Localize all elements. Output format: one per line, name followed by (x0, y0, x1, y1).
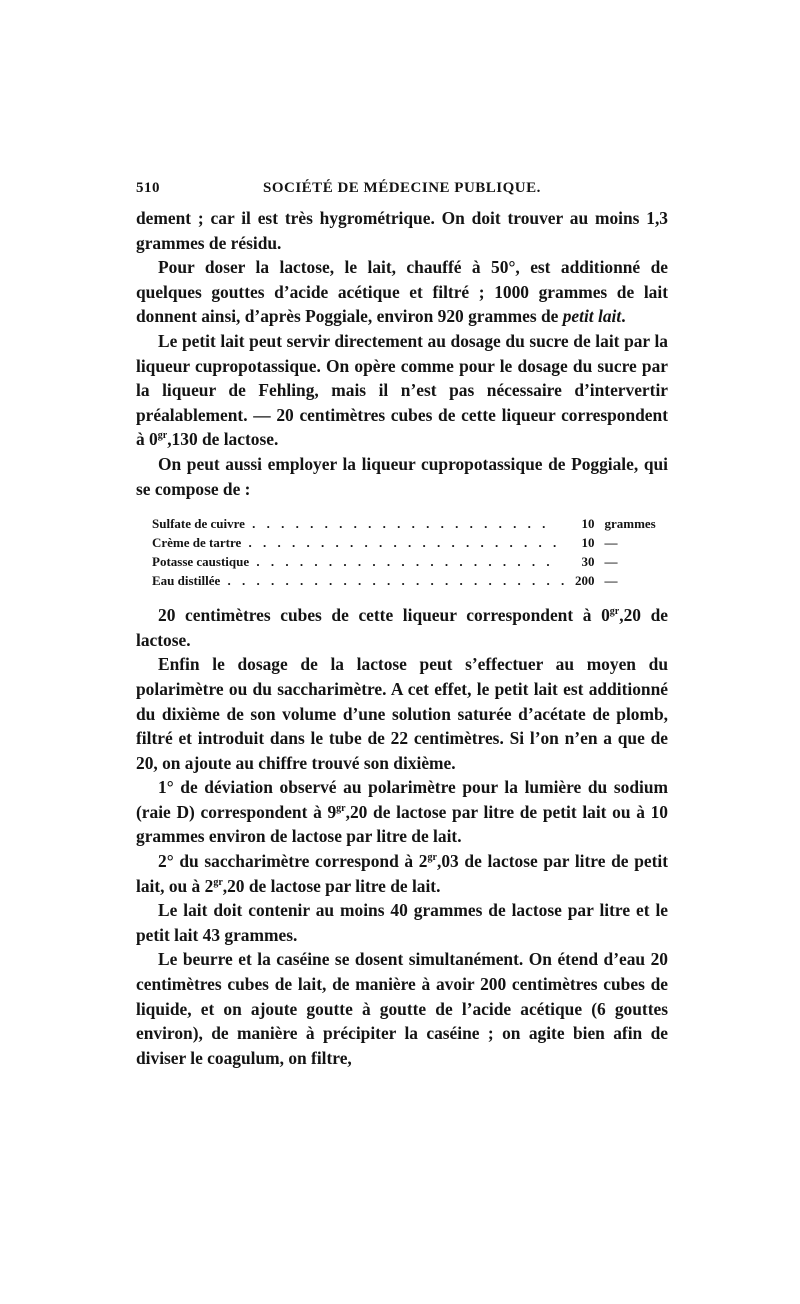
paragraph-lactose-dosing (136, 255, 668, 329)
paragraph-butter-casein: Le beurre et la caséine se dosent simultanément. On étend d’eau 20 centimètres cubes de lait, de manière à avoir 200 centimètres cubes de liquide, et on ajoute goutte à goutte de l’acide acétique (6 gouttes environ), de manière à précipiter la caséine ; on agite bien afin de diviser le coagulum, on filtre, (136, 949, 668, 1068)
paragraph-text: ,03 de lactose par litre de petit lait, ou à 2 (136, 851, 669, 896)
composition-row (152, 513, 668, 532)
ingredient-quantity: 10 (581, 516, 595, 532)
ingredient-name: Eau distillée (152, 573, 221, 589)
composition-table (152, 513, 668, 589)
paragraph-deviation (136, 775, 668, 849)
paragraph-text: 2° du saccharimètre correspond à 2 (158, 851, 428, 872)
paragraph-equivalence (136, 603, 668, 652)
unit-superscript: gr (157, 430, 168, 442)
paragraph-poggiale: On peut aussi employer la liqueur cupropotassique de Poggiale, qui se compose de : (136, 453, 668, 499)
ingredient-name: Sulfate de cuivre (152, 516, 245, 532)
paragraph-continued: dement ; car il est très hygrométrique. On doit trouver au moins 1,3 grammes de résidu. (136, 208, 668, 253)
paragraph-text: 20 centimètres cubes de cette liqueur correspondent à 0 (158, 605, 610, 626)
paragraph-text: Le petit lait peut servir directement au dosage du sucre de lait par la liqueur cupropotassique. On opère comme pour le dosage du sucre par la liqueur de Fehling, mais il n’est pas nécessaire d’intervertir préalablement. — 20 centimètres cubes de cette liqueur correspondent à 0 (136, 330, 668, 450)
running-header (136, 176, 668, 200)
paragraph-cupropotassic (136, 329, 668, 452)
paragraph-end: . (621, 306, 626, 327)
ingredient-quantity: 200 (574, 573, 595, 589)
unit-superscript: gr (336, 803, 346, 815)
composition-row (152, 570, 668, 589)
ingredient-quantity: 10 (581, 535, 595, 551)
paragraph-lactose-content: Le lait doit contenir au moins 40 grammes de lactose par litre et le petit lait 43 grammes. (136, 900, 668, 945)
ingredient-unit: — (604, 573, 618, 589)
running-title: SOCIÉTÉ DE MÉDECINE PUBLIQUE. (263, 180, 541, 196)
paragraph-end: ,20 de lactose par litre de lait. (222, 875, 441, 896)
paragraph-end: ,20 de lactose par litre de petit lait ou à 10 grammes environ de lactose par litre de lait. (136, 801, 668, 847)
ingredient-unit: — (604, 535, 618, 551)
italic-term: petit lait (562, 306, 622, 327)
paragraph-text: Pour doser la lactose, le lait, chauffé à 50°, est additionné de quelques gouttes d’acide acétique et filtré ; 1000 grammes de lait donnent ainsi, d’après Poggiale, environ 920 grammes de (136, 257, 668, 327)
composition-row (152, 551, 668, 570)
paragraph-text: 1° de déviation observé au polarimètre pour la lumière du sodium (raie D) correspondent à 9 (136, 777, 668, 822)
ingredient-unit: — (604, 554, 618, 570)
ingredient-name: Crème de tartre (152, 535, 242, 551)
paragraph-end: ,130 de lactose. (167, 429, 279, 450)
composition-row (152, 532, 668, 551)
leader-dots: . . . . . . . . . . . . . . . . . . . . . . . . (220, 573, 569, 589)
ingredient-unit: grammes (604, 516, 656, 532)
unit-superscript: gr (427, 852, 437, 864)
paragraph-saccharimeter (136, 849, 668, 898)
page-number: 510 (136, 180, 160, 196)
ingredient-name: Potasse caustique (152, 554, 250, 570)
unit-superscript: gr (609, 606, 620, 618)
ingredient-quantity: 30 (581, 554, 595, 570)
leader-dots: . . . . . . . . . . . . . . . . . . . . . (249, 554, 554, 570)
book-page (136, 176, 668, 1070)
paragraph-polarimeter: Enfin le dosage de la lactose peut s’effectuer au moyen du polarimètre ou du saccharimètre. A cet effet, le petit lait est additionné du dixième de son volume d’une solution saturée d’acétate de plomb, filtré et introduit dans le tube de 22 centimètres. Si l’on n’en a que de 20, on ajoute au chiffre trouvé son dixième. (136, 654, 668, 773)
unit-superscript: gr (213, 876, 223, 888)
leader-dots: . . . . . . . . . . . . . . . . . . . . . (244, 516, 550, 532)
leader-dots: . . . . . . . . . . . . . . . . . . . . . . (241, 535, 561, 551)
paragraph-end: ,20 de lactose. (136, 605, 668, 650)
